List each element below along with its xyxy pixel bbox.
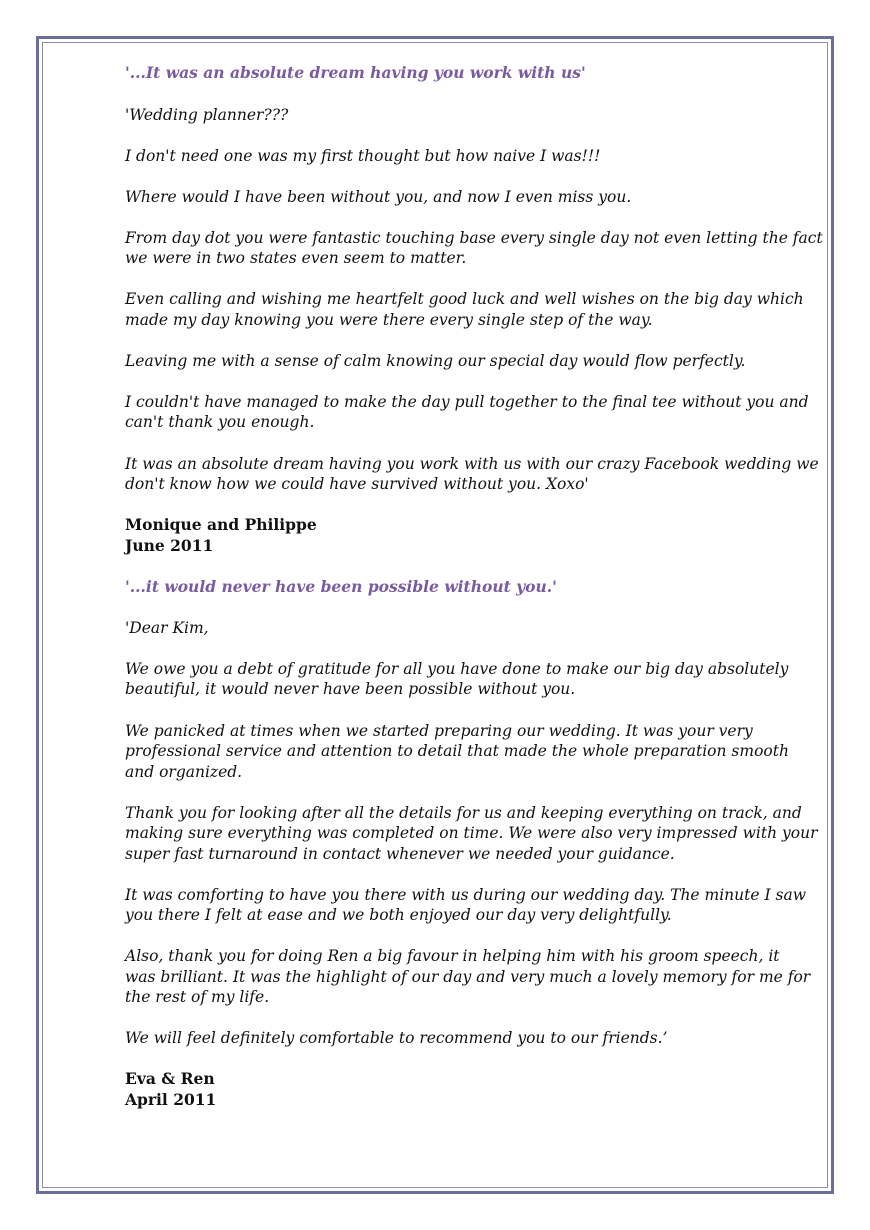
testimonial1-signature-date: June 2011	[125, 536, 214, 555]
testimonial1-greeting: 'Wedding planner???	[125, 106, 289, 124]
testimonial1-paragraph: Leaving me with a sense of calm knowing our special day would flow perfectly.	[125, 352, 746, 370]
testimonial1-paragraph-line: Even calling and wishing me heartfelt good luck and well wishes on the big day which	[125, 290, 804, 308]
testimonial2-paragraph-line: Also, thank you for doing Ren a big favour in helping him with his groom speech, it	[125, 947, 780, 965]
testimonial2-signature-date: April 2011	[125, 1090, 217, 1109]
testimonial1-paragraph-line: made my day knowing you were there every single step of the way.	[125, 311, 653, 329]
testimonial2-paragraph-line: and organized.	[125, 763, 243, 781]
testimonial2-greeting: 'Dear Kim,	[125, 619, 209, 637]
testimonial2-paragraph-line: It was comforting to have you there with us during our wedding day. The minute I saw	[125, 886, 806, 904]
testimonial2-paragraph-line: professional service and attention to detail that made the whole preparation smooth	[125, 742, 789, 760]
testimonial2-paragraph-line: super fast turnaround in contact whenever we needed your guidance.	[125, 845, 675, 863]
testimonial1-paragraph: I don't need one was my first thought but how naive I was!!!	[125, 147, 601, 165]
page-border-inner	[42, 42, 828, 1188]
testimonial2-paragraph-line: We panicked at times when we started preparing our wedding. It was your very	[125, 722, 753, 740]
testimonial2-paragraph-line: We owe you a debt of gratitude for all you have done to make our big day absolutely	[125, 660, 789, 678]
testimonial1-paragraph-line: can't thank you enough.	[125, 413, 315, 431]
testimonial1-paragraph: Where would I have been without you, and now I even miss you.	[125, 188, 632, 206]
testimonial1-paragraph-line: I couldn't have managed to make the day pull together to the final tee without you and	[125, 393, 809, 411]
testimonial1-signature-name: Monique and Philippe	[125, 515, 317, 534]
testimonial2-paragraph-line: making sure everything was completed on time. We were also very impressed with your	[125, 824, 818, 842]
testimonial1-heading: '...It was an absolute dream having you work with us'	[125, 63, 586, 82]
testimonial2-paragraph: We will feel definitely comfortable to recommend you to our friends.’	[125, 1029, 668, 1047]
testimonial2-heading: '...it would never have been possible without you.'	[125, 577, 557, 596]
testimonial1-paragraph-line: From day dot you were fantastic touching base every single day not even letting the fact	[125, 229, 823, 247]
testimonial1-paragraph-line: we were in two states even seem to matter.	[125, 249, 467, 267]
testimonial2-paragraph-line: the rest of my life.	[125, 988, 270, 1006]
testimonial2-paragraph-line: beautiful, it would never have been possible without you.	[125, 680, 576, 698]
testimonial2-paragraph-line: Thank you for looking after all the details for us and keeping everything on track, and	[125, 804, 802, 822]
testimonial2-paragraph-line: you there I felt at ease and we both enjoyed our day very delightfully.	[125, 906, 672, 924]
testimonial1-paragraph-line: It was an absolute dream having you work with us with our crazy Facebook wedding we	[125, 455, 819, 473]
testimonial1-paragraph-line: don't know how we could have survived without you. Xoxo'	[125, 475, 589, 493]
testimonial2-paragraph-line: was brilliant. It was the highlight of our day and very much a lovely memory for me for	[125, 968, 811, 986]
testimonial2-signature-name: Eva & Ren	[125, 1069, 215, 1088]
